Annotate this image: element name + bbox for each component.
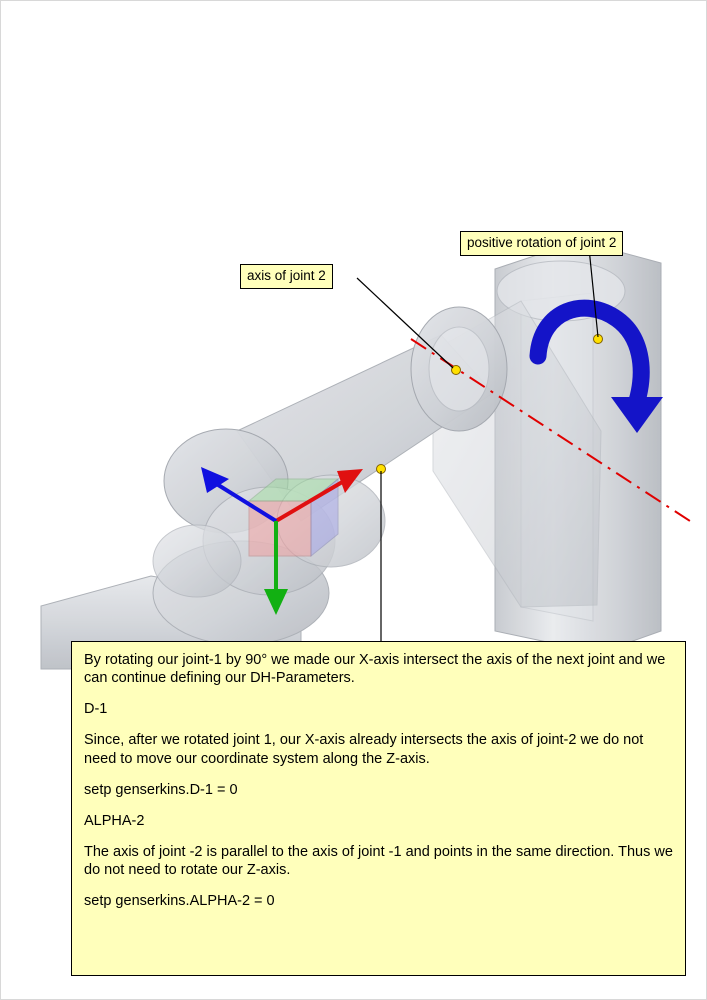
panel-command-alpha2: setp genserkins.ALPHA-2 = 0 — [84, 893, 275, 910]
panel-heading-alpha2: ALPHA-2 — [84, 812, 145, 829]
panel-paragraph-d1: Since, after we rotated joint 1, our X-axis already intersects the axis of joint-2 we do not need to move our coordinate system along the Z-axis. — [84, 732, 644, 767]
callout-positive-rotation-of-joint-2 — [460, 231, 623, 256]
panel-command-d1: setp genserkins.D-1 = 0 — [84, 781, 238, 798]
callout-positive-rotation-label: positive rotation of joint 2 — [467, 235, 617, 250]
callout-axis-of-joint-2 — [240, 264, 333, 289]
panel-paragraph-alpha2: The axis of joint -2 is parallel to the axis of joint -1 and points in the same direction. Thus we do not need to rotate our Z-axis. — [84, 843, 673, 878]
callout-axis-of-joint-2-label: axis of joint 2 — [247, 268, 326, 283]
joint-2-axis-marker-dot — [452, 366, 461, 375]
panel-paragraph-intro: By rotating our joint-1 by 90° we made our X-axis intersect the axis of the next joint and we can continue defining our DH-Parameters. — [84, 652, 666, 687]
panel-heading-d1: D-1 — [84, 701, 108, 718]
explanation-panel — [71, 641, 686, 976]
